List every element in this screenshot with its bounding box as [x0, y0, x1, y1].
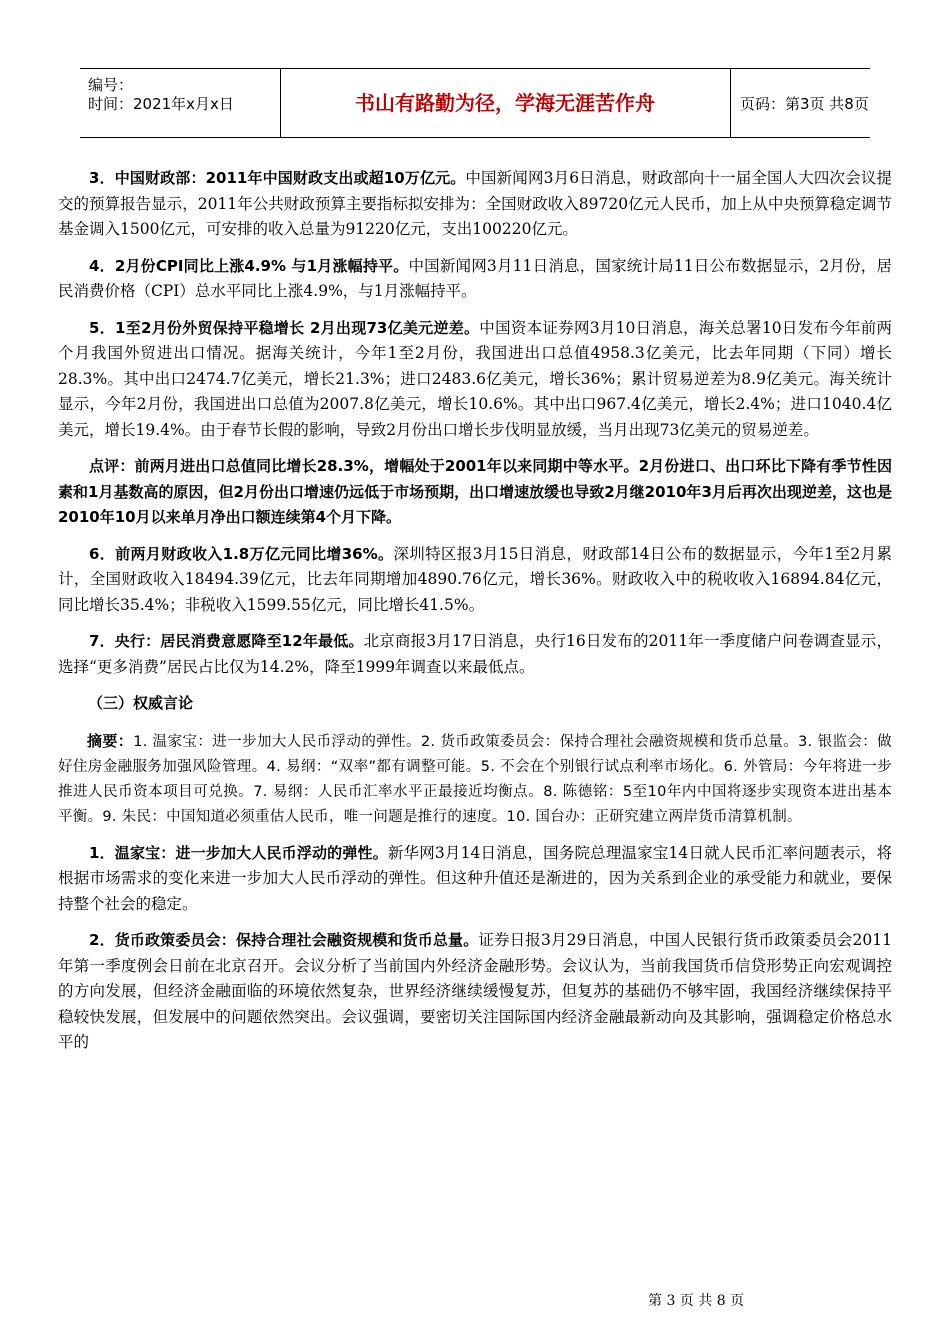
header-motto: 书山有路勤为径，学海无涯苦作舟	[280, 69, 731, 137]
item-body: 深圳特区报3月15日消息，财政部14日公布的数据显示，今年1至2月累计，全国财政收入18494.39亿元，比去年同期增加4890.76亿元，增长36%。财政收入中的税收收入16894.84亿元，同比增长35.4%；非税收入1599.55亿元，同比增长41.5%。	[58, 544, 892, 614]
item-heading: 2．货币政策委员会：保持合理社会融资规模和货币总量。	[89, 931, 479, 949]
header-meta	[80, 69, 281, 137]
item-heading: 7．央行：居民消费意愿降至12年最低。	[89, 632, 364, 650]
header-page-info: 页码：第3页 共8页	[740, 95, 869, 113]
paragraph-item-3	[58, 166, 892, 243]
page-footer: 第 3 页 共 8 页	[648, 1293, 745, 1309]
item-heading: 6．前两月财政收入1.8万亿元同比增36%。	[89, 544, 394, 563]
item-heading: 5．1至2月份外贸保持平稳增长 2月出现73亿美元逆差。	[89, 318, 480, 337]
item-body: 中国资本证券网3月10日消息，海关总署10日发布今年前两个月我国外贸进出口情况。据海关统计，今年1至2月份，我国进出口总值4958.3亿美元，比去年同期（下同）增长28.3%。其中出口2474.7亿美元，增长21.3%；进口2483.6亿美元，增长36%；累计贸易逆差为8.9亿美元。海关统计显示，今年2月份，我国进出口总值为2007.8亿美元，增长10.6%。其中出口967.4亿美元，增长2.4%；进口1040.4亿美元，增长19.4%。由于春节长假的影响，导致2月份出口增长步伐明显放缓，当月出现73亿美元的贸易逆差。	[58, 318, 892, 439]
item-body: 中国新闻网3月11日消息，国家统计局11日公布数据显示，2月份，居民消费价格（CPI）总水平同比上涨4.9%，与1月涨幅持平。	[58, 256, 892, 300]
summary-paragraph	[58, 729, 892, 830]
item-heading: 4．2月份CPI同比上涨4.9% 与1月涨幅持平。	[89, 256, 409, 275]
item-heading: 3．中国财政部：2011年中国财政支出或超10万亿元。	[89, 169, 466, 187]
section-title: （三）权威言论	[88, 694, 194, 712]
item-body: 证券日报3月29日消息，中国人民银行货币政策委员会2011年第一季度例会日前在北京召开。会议分析了当前国内外经济金融形势。会议认为，当前我国货币信贷形势正向宏观调控的方向发展，但经济金融面临的环境依然复杂，世界经济继续缓慢复苏，但复苏的基础仍不够牢固，我国经济继续保持平稳较快发展，但发展中的问题依然突出。会议强调，要密切关注国际国内经济金融最新动向及其影响，强调稳定价格总水平的	[58, 931, 892, 1051]
summary-label: 摘要：	[87, 731, 134, 750]
comment-text: 点评：前两月进出口总值同比增长28.3%，增幅处于2001年以来同期中等水平。2月份进口、出口环比下降有季节性因素和1月基数高的原因，但2月份出口增速仍远低于市场预期，出口增速放缓也导致2月继2010年3月后再次出现逆差，这也是2010年10月以来单月净出口额连续第4个月下降。	[58, 457, 892, 526]
document-body	[58, 166, 892, 1067]
summary-text: 1. 温家宝：进一步加大人民币浮动的弹性。2. 货币政策委员会：保持合理社会融资规模和货币总量。3. 银监会：做好住房金融服务加强风险管理。4. 易纲：“双率”都有调整可能。5. 不会在个别银行试点利率市场化。6. 外管局：今年将进一步推进人民币资本项目可兑换。7. 易纲：人民币汇率水平正最接近均衡点。8. 陈德铭：5至10年内中国将逐步实现资本进出基本平衡。9. 朱民：中国知道必须重估人民币，唯一问题是推行的速度。10. 国台办：正研究建立两岸货币清算机制。	[58, 733, 892, 825]
item-heading: 1．温家宝：进一步加大人民币浮动的弹性。	[89, 843, 388, 862]
item-body: 新华网3月14日消息，国务院总理温家宝14日就人民币汇率问题表示，将根据市场需求的变化来进一步加大人民币浮动的弹性。但这种升值还是渐进的，因为关系到企业的承受能力和就业，要保持整个社会的稳定。	[58, 843, 892, 913]
time-label: 时间：2021年x月x日	[88, 95, 234, 113]
item-body: 北京商报3月17日消息，央行16日发布的2011年一季度储户问卷调查显示，选择“更多消费”居民占比仅为14.2%，降至1999年调查以来最低点。	[58, 632, 892, 676]
paragraph-item-4	[58, 254, 892, 305]
paragraph-statement-2	[58, 928, 892, 1056]
paragraph-item-5	[58, 316, 892, 444]
paragraph-item-6	[58, 542, 892, 619]
paragraph-statement-1	[58, 841, 892, 918]
code-label: 编号：	[88, 76, 134, 94]
item-body: 中国新闻网3月6日消息，财政部向十一届全国人大四次会议提交的预算报告显示，2011年公共财政预算主要指标拟安排为：全国财政收入89720亿元人民币，加上从中央预算稳定调节基金调入1500亿元，可安排的收入总量为91220亿元，支出100220亿元。	[58, 169, 892, 238]
paragraph-item-7	[58, 629, 892, 680]
paragraph-comment	[58, 454, 892, 531]
page-header	[80, 68, 870, 138]
